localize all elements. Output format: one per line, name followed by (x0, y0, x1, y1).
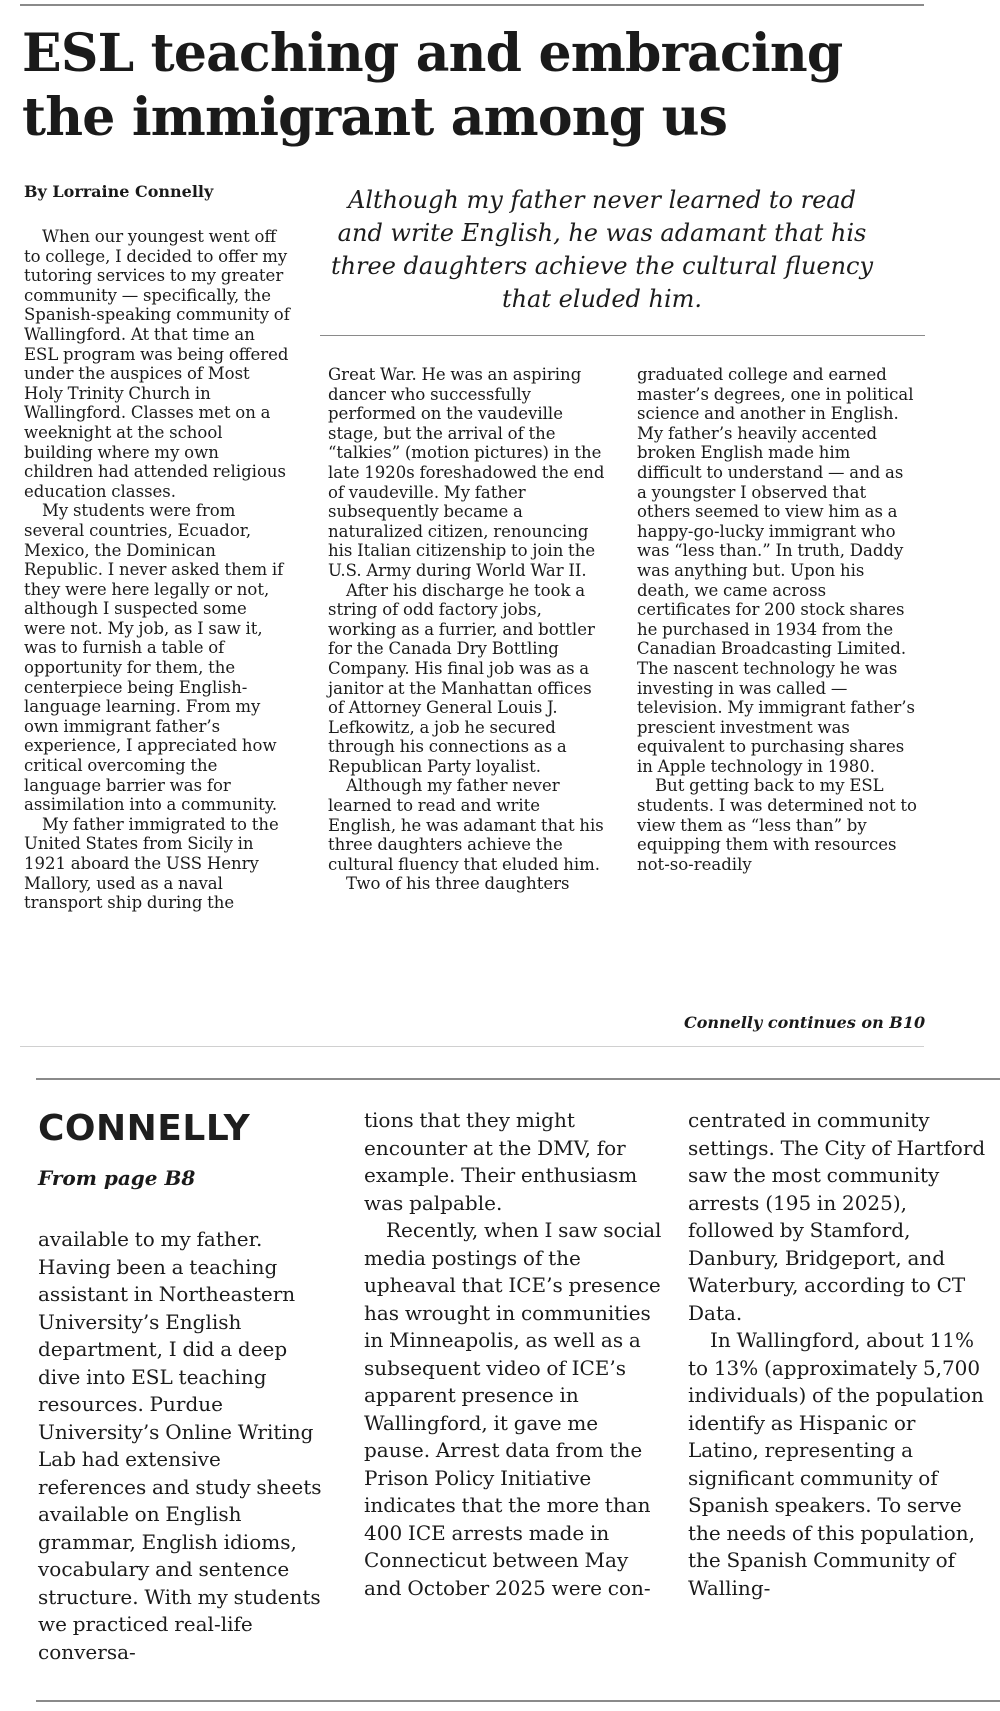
pull-quote-rule (320, 335, 925, 336)
paragraph: tions that they might encounter at the DMV, for example. Their enthusiasm was palpable. (364, 1108, 638, 1215)
paragraph: Two of his three daughters (346, 874, 570, 894)
paragraph: My students were from several countries, Ecuador, Mexico, the Dominican Republic. I never asked them if they were here legally or not, although I suspected some were not. My job, as I saw it, was to furnish a table of opportunity for them, the centerpiece being English-language learning. From my own immigrant father’s experience, I appreciated how critical overcoming the language barrier was for assimilation into a community. (24, 501, 284, 815)
article-column-2 (328, 365, 605, 894)
continuation-column-2 (364, 1107, 664, 1602)
paragraph: After his discharge he took a string of odd factory jobs, working as a furrier, and bottler for the Canada Dry Bottling Company. His final job was as a janitor at the Manhattan offices of Attorney General Louis J. Lefkowitz, a job he secured through his connections as a Republican Party loyalist. (328, 580, 595, 776)
clipping-bottom-rule (20, 1046, 924, 1047)
continuation-bottom-rule (36, 1700, 1000, 1702)
paragraph: graduated college and earned master’s degrees, one in political science and another in English. My father’s heavily accented broken English made him difficult to understand — and as a youngster I observed that others seemed to view him as a happy-go-lucky immigrant who was “less than.” In truth, Daddy was anything but. Upon his death, we came across certificates for 200 stock shares he purchased in 1934 from the Canadian Broadcasting Limited. The nascent technology he was investing in was called — television. My immigrant father’s prescient investment was equivalent to purchasing shares in Apple technology in 1980. (637, 365, 915, 776)
article-column-3 (637, 365, 917, 874)
paragraph: My father immigrated to the United States from Sicily in 1921 aboard the USS Henry Mallory, used as a naval transport ship during the (24, 814, 279, 913)
paragraph: available to my father. Having been a teaching assistant in Northeastern University’s English department, I did a deep dive into ESL teaching resources. Purdue University’s Online Writing Lab had extensive references and study sheets available on English grammar, English idioms, vocabulary and sentence structure. With my students we practiced real-life conversa- (38, 1227, 322, 1664)
paragraph: Recently, when I saw social media postings of the upheaval that ICE’s presence has wrought in communities in Minneapolis, as well as a subsequent video of ICE’s apparent presence in Wallingford, it gave me pause. Arrest data from the Prison Policy Initiative indicates that the more than 400 ICE arrests made in Connecticut between May and October 2025 were con- (364, 1218, 662, 1600)
paragraph: But getting back to my ESL students. I was determined not to view them as “less than” by equipping them with resources not-so-readily (637, 776, 917, 874)
article-column-1 (24, 227, 292, 913)
headline (22, 22, 982, 150)
headline-line-2: the immigrant among us (22, 87, 728, 148)
from-page-label: From page B8 (38, 1166, 196, 1190)
byline: By Lorraine Connelly (24, 182, 214, 201)
paragraph: Although my father never learned to read and write English, he was adamant that his three daughters achieve the cultural fluency that eluded him. (328, 776, 604, 874)
paragraph: In Wallingford, about 11% to 13% (approximately 5,700 individuals) of the population identify as Hispanic or Latino, representing a significant community of Spanish speakers. To serve the needs of this population, the Spanish Community of Walling- (688, 1328, 984, 1600)
pull-quote: Although my father never learned to read and write English, he was adamant that his three daughters achieve the cultural fluency that eluded him. (330, 186, 874, 313)
continuation-column-3 (688, 1107, 988, 1602)
continuation-column-1 (38, 1226, 334, 1666)
continuation-top-rule (36, 1078, 1000, 1080)
paragraph: centrated in community settings. The City of Hartford saw the most community arrests (195 in 2025), followed by Stamford, Danbury, Bridgeport, and Waterbury, according to CT Data. (688, 1108, 986, 1325)
top-rule (20, 4, 924, 6)
continuation-kicker: CONNELLY (38, 1108, 251, 1149)
paragraph: When our youngest went off to college, I decided to offer my tutoring services to my greater community — specifically, the Spanish-speaking community of Wallingford. At that time an ESL program was being offered under the auspices of Most Holy Trinity Church in Wallingford. Classes met on a weeknight at the school building where my own children had attended religious education classes. (24, 227, 290, 501)
paragraph: Great War. He was an aspiring dancer who successfully performed on the vaudeville stage, but the arrival of the “talkies” (motion pictures) in the late 1920s foreshadowed the end of vaudeville. My father subsequently became a naturalized citizen, renouncing his Italian citizenship to join the U.S. Army during World War II. (328, 365, 605, 580)
jump-line: Connelly continues on B10 (684, 1013, 926, 1032)
headline-line-1: ESL teaching and embracing (22, 23, 843, 84)
